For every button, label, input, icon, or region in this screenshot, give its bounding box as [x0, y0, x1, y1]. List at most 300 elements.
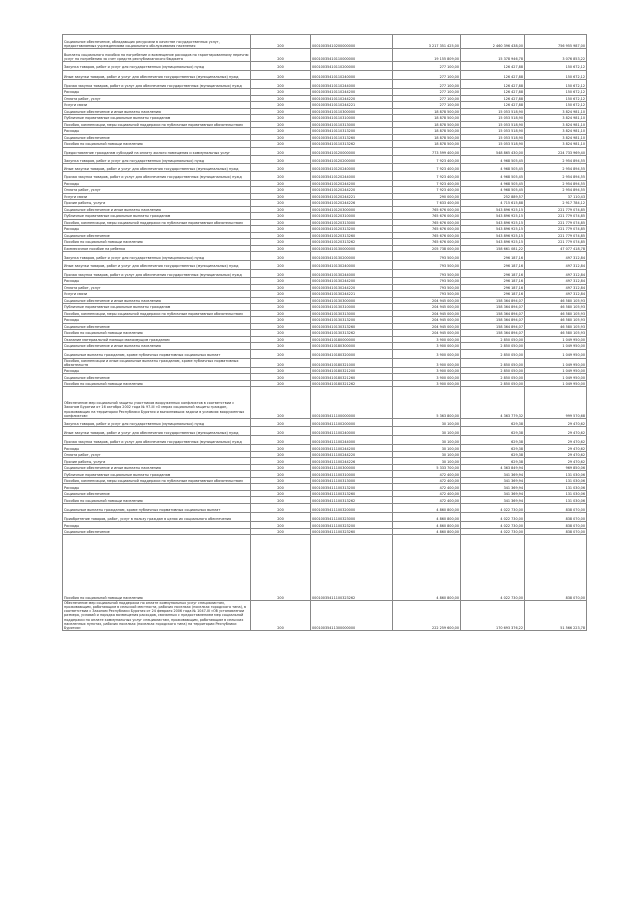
table-row: [63, 172, 587, 181]
table-row: [63, 304, 587, 311]
cell-approved: [393, 252, 461, 261]
cell-text: 00010035410110200000: [312, 65, 356, 70]
table-row: [63, 387, 587, 419]
cell-text: Расходы: [64, 446, 80, 451]
cell-executed: [461, 535, 525, 601]
cell-text: Расходы: [64, 181, 80, 186]
cell-text: 00010035410130244000: [312, 272, 356, 277]
cell-text: 3 824 981,10: [562, 116, 585, 121]
cell-text: 46 580 105,93: [560, 331, 585, 336]
cell-text: 15 378 946,78: [498, 56, 523, 61]
cell-text: Прочие работы, услуги: [64, 459, 106, 464]
cell-executed: [461, 512, 525, 522]
cell-unexecuted: [525, 147, 587, 156]
table-row: [63, 535, 587, 601]
cell-kbk: [311, 147, 393, 156]
cell-text: 629,38: [511, 422, 523, 427]
table-row: [63, 156, 587, 164]
cell-text: 200: [277, 375, 284, 380]
cell-text: 629,38: [511, 453, 523, 458]
cell-text: Социальное обеспечение: [64, 530, 110, 535]
cell-text: 200: [277, 331, 284, 336]
cell-text: 629,38: [511, 431, 523, 436]
table-row: [63, 427, 587, 436]
cell-text: 00010035410120244220: [312, 188, 356, 193]
cell-text: 2 850 050,00: [500, 375, 523, 380]
cell-description: [63, 387, 251, 419]
cell-text: 131 030,06: [565, 492, 585, 497]
cell-text: Социальные выплаты гражданам, кроме публичных нормативных социальных выплат: [64, 353, 221, 358]
cell-text: 4 968 505,45: [500, 166, 523, 171]
cell-text: 200: [277, 324, 284, 329]
cell-text: Закупка товаров, работ и услуг для государственных (муниципальных) нужд: [64, 65, 205, 70]
cell-unexecuted: [525, 252, 587, 261]
cell-text: Оплата работ, услуг: [64, 453, 101, 458]
cell-text: 296 187,16: [503, 264, 523, 269]
cell-text: 204 945 000,00: [432, 318, 459, 323]
cell-executed: [461, 427, 525, 436]
cell-description: [63, 436, 251, 445]
cell-text: 15 053 518,90: [498, 122, 523, 127]
cell-text: 200: [277, 122, 284, 127]
cell-text: 4 363 849,94: [500, 466, 523, 471]
cell-executed: [461, 503, 525, 512]
cell-text: 00010035410120313260: [312, 233, 356, 238]
cell-text: 3 900 000,00: [436, 344, 459, 349]
cell-text: 00010035411100300000: [312, 466, 356, 471]
cell-text: 200: [277, 227, 284, 232]
cell-text: 150 672,12: [565, 90, 585, 95]
cell-code: [251, 512, 311, 522]
cell-text: Выплаты социального пособия на погребение и возмещение расходов по гарантированному перечню услуг по погребению за счет средств республиканского бюджета: [64, 52, 249, 61]
cell-text: 773 599 400,00: [432, 150, 459, 155]
cell-approved: [393, 601, 461, 631]
cell-text: 00010035411300000000: [312, 625, 356, 630]
cell-text: 7 923 400,00: [436, 175, 459, 180]
cell-text: 30 100,00: [441, 453, 459, 458]
cell-executed: [461, 387, 525, 419]
cell-text: 497 312,84: [565, 285, 585, 290]
cell-text: 30 100,00: [441, 440, 459, 445]
cell-text: 200: [277, 272, 284, 277]
cell-text: 4 022 730,00: [500, 530, 523, 535]
cell-text: 200: [277, 318, 284, 323]
cell-text: 4 363 779,32: [500, 413, 523, 418]
cell-text: 200: [277, 431, 284, 436]
cell-text: 200: [277, 311, 284, 316]
cell-text: 158 364 894,07: [496, 318, 523, 323]
cell-text: 200: [277, 220, 284, 225]
table-row: [63, 35, 587, 49]
cell-text: 200: [277, 129, 284, 134]
cell-text: Оказание материальной помощи малоимущим гражданам: [64, 337, 170, 342]
cell-description: [63, 269, 251, 278]
cell-text: 221 779 074,85: [558, 220, 585, 225]
cell-code: [251, 70, 311, 80]
cell-text: Иные закупки товаров, работ и услуг для обеспечения государственных (муниципальных) нужд: [64, 74, 239, 79]
cell-text: Закупка товаров, работ и услуг для государственных (муниципальных) нужд: [64, 158, 205, 163]
cell-text: 765 676 000,00: [432, 220, 459, 225]
cell-text: 00010035410130313262: [312, 331, 356, 336]
cell-code: [251, 252, 311, 261]
cell-text: 472 400,00: [439, 479, 459, 484]
table-row: [63, 310, 587, 317]
cell-text: Расходы: [64, 90, 80, 95]
cell-text: 200: [277, 103, 284, 108]
cell-text: 00010035410110313260: [312, 135, 356, 140]
cell-text: 00010035411100000000: [312, 413, 356, 418]
table-row: [63, 336, 587, 343]
table-row: [63, 121, 587, 128]
cell-code: [251, 35, 311, 49]
cell-text: Прочая закупка товаров, работ и услуг для обеспечения государственных (муниципальных) нужд: [64, 440, 242, 445]
cell-text: 2 917 784,12: [562, 201, 585, 206]
cell-text: 200: [277, 459, 284, 464]
cell-text: 200: [277, 279, 284, 284]
cell-text: Расходы: [64, 129, 80, 134]
cell-text: Пособия по социальной помощи населению: [64, 331, 143, 336]
cell-text: 277 100,00: [439, 83, 459, 88]
cell-executed: [461, 418, 525, 427]
cell-text: 00010035410110244200: [312, 90, 356, 95]
cell-code: [251, 358, 311, 367]
cell-text: 543 896 925,15: [496, 207, 523, 212]
cell-text: 3 900 000,00: [436, 375, 459, 380]
cell-text: 222 259 600,00: [432, 625, 459, 630]
cell-text: 5 333 700,00: [436, 466, 459, 471]
table-row: [63, 512, 587, 522]
cell-unexecuted: [525, 172, 587, 181]
cell-description: [63, 35, 251, 49]
cell-approved: [393, 418, 461, 427]
cell-text: 00010035410110240000: [312, 74, 356, 79]
cell-executed: [461, 349, 525, 358]
cell-text: 150 672,12: [565, 83, 585, 88]
cell-text: 7 923 400,00: [436, 181, 459, 186]
cell-text: 18 878 500,00: [434, 116, 459, 121]
cell-text: 00010035410120244226: [312, 201, 356, 206]
cell-approved: [393, 358, 461, 367]
cell-text: Расходы: [64, 523, 80, 528]
table-row: [63, 141, 587, 148]
cell-description: [63, 503, 251, 512]
cell-text: 7 923 400,00: [436, 166, 459, 171]
cell-approved: [393, 35, 461, 49]
cell-text: 548 865 430,00: [496, 150, 523, 155]
cell-text: 200: [277, 440, 284, 445]
cell-executed: [461, 156, 525, 164]
cell-text: 4 022 730,00: [500, 523, 523, 528]
cell-executed: [461, 70, 525, 80]
cell-text: 200: [277, 507, 284, 512]
cell-description: [63, 418, 251, 427]
cell-text: 341 369,94: [503, 492, 523, 497]
cell-text: 1 049 950,00: [562, 344, 585, 349]
cell-text: 1 049 950,00: [562, 375, 585, 380]
cell-text: 204 945 000,00: [432, 311, 459, 316]
table-row: [63, 108, 587, 115]
cell-text: 296 187,16: [503, 285, 523, 290]
cell-text: 00010035411100323262: [312, 596, 356, 601]
cell-text: 793 500,00: [439, 264, 459, 269]
cell-unexecuted: [525, 80, 587, 89]
cell-executed: [461, 164, 525, 172]
cell-text: 793 500,00: [439, 279, 459, 284]
cell-text: 00010035411100244200: [312, 446, 356, 451]
cell-text: 158 364 894,07: [496, 305, 523, 310]
table-row: [63, 261, 587, 270]
cell-text: Оплата работ, услуг: [64, 285, 101, 290]
cell-text: 290 000,00: [439, 194, 459, 199]
cell-text: 200: [277, 264, 284, 269]
cell-kbk: [311, 70, 393, 80]
cell-text: 543 896 925,15: [496, 227, 523, 232]
cell-text: 00010035410110310000: [312, 116, 356, 121]
cell-executed: [461, 62, 525, 71]
cell-text: 838 070,00: [565, 507, 585, 512]
cell-text: 999 570,68: [565, 413, 585, 418]
cell-text: 2 850 050,00: [500, 344, 523, 349]
cell-text: 1 049 950,00: [562, 382, 585, 387]
cell-text: 200: [277, 446, 284, 451]
cell-text: 00010035410180321260: [312, 375, 356, 380]
cell-description: [63, 358, 251, 367]
cell-text: 3 900 000,00: [436, 353, 459, 358]
cell-code: [251, 503, 311, 512]
cell-text: 200: [277, 188, 284, 193]
cell-text: 2 850 050,00: [500, 337, 523, 342]
cell-text: 00010035410120000000: [312, 150, 356, 155]
cell-text: Обеспечение мер социальной поддержки по оплате коммунальных услуг специалистам, проживающим, работающим в сельской местности, рабочих поселках (поселках городского типа), в соответствии с Законом Республики Бурятия от 24 февраля 2006 года № 1047-III «Об установлении размера, условий и порядка возмещения расходов, связанных с предоставлением мер социальной поддержки по оплате коммунальных услуг специалистам, проживающим, работающим в сельских населенных пунктах, рабочих поселках (поселках городского типа) на территории Республики Бурятия»: [64, 601, 247, 630]
cell-text: 51 566 223,78: [560, 625, 585, 630]
cell-text: Пособия по социальной помощи населению: [64, 240, 143, 245]
cell-text: 47 077 418,78: [560, 246, 585, 251]
cell-text: 497 312,84: [565, 279, 585, 284]
cell-text: Публичные нормативные социальные выплаты гражданам: [64, 116, 171, 121]
cell-description: [63, 121, 251, 128]
cell-text: 200: [277, 530, 284, 535]
table-row: [63, 49, 587, 62]
cell-text: Пособия по социальной помощи населению: [64, 498, 143, 503]
cell-text: 4 860 800,00: [436, 530, 459, 535]
cell-text: 200: [277, 596, 284, 601]
cell-unexecuted: [525, 436, 587, 445]
cell-text: Предоставление гражданам субсидий на оплату жилого помещения и коммунальных услуг: [64, 150, 231, 155]
cell-description: [63, 252, 251, 261]
table-row: [63, 252, 587, 261]
cell-text: 200: [277, 382, 284, 387]
cell-executed: [461, 436, 525, 445]
cell-text: 18 878 500,00: [434, 122, 459, 127]
table-row: [63, 464, 587, 471]
cell-text: 221 779 074,85: [558, 214, 585, 219]
cell-text: 00010035410120313200: [312, 227, 356, 232]
cell-kbk: [311, 601, 393, 631]
cell-text: 2 954 894,55: [562, 181, 585, 186]
cell-text: 765 676 000,00: [432, 227, 459, 232]
cell-text: 00010035410130244200: [312, 279, 356, 284]
cell-text: 4 860 800,00: [436, 517, 459, 522]
cell-code: [251, 62, 311, 71]
cell-text: 200: [277, 492, 284, 497]
cell-text: 00010035410120240000: [312, 166, 356, 171]
cell-text: 4 022 730,00: [500, 507, 523, 512]
cell-text: 252 889,57: [503, 194, 523, 199]
cell-text: 200: [277, 194, 284, 199]
cell-text: 200: [277, 466, 284, 471]
cell-text: 131 030,06: [565, 472, 585, 477]
cell-text: 00010035410120244200: [312, 181, 356, 186]
cell-text: 00010035410180321000: [312, 362, 356, 367]
cell-executed: [461, 147, 525, 156]
cell-text: 472 400,00: [439, 472, 459, 477]
cell-text: 3 900 000,00: [436, 337, 459, 342]
cell-text: 200: [277, 158, 284, 163]
cell-text: 00010035411100313260: [312, 492, 356, 497]
cell-description: [63, 310, 251, 317]
cell-approved: [393, 535, 461, 601]
cell-text: 00010035411100310000: [312, 472, 356, 477]
cell-text: Оплата работ, услуг: [64, 188, 101, 193]
cell-text: 472 400,00: [439, 485, 459, 490]
cell-approved: [393, 269, 461, 278]
cell-text: 00010035411100313000: [312, 479, 356, 484]
cell-text: Услуги связи: [64, 194, 88, 199]
cell-text: Социальное обеспечение: [64, 233, 110, 238]
cell-text: 46 580 105,93: [560, 324, 585, 329]
cell-text: 158 364 894,07: [496, 324, 523, 329]
cell-text: Услуги связи: [64, 292, 88, 297]
cell-text: Закупка товаров, работ и услуг для государственных (муниципальных) нужд: [64, 422, 205, 427]
cell-text: 2 954 894,55: [562, 166, 585, 171]
cell-text: 19 155 809,00: [434, 56, 459, 61]
cell-text: 15 053 518,90: [498, 129, 523, 134]
cell-text: Социальное обеспечение: [64, 492, 110, 497]
cell-text: Пособия, компенсации, меры социальной поддержки по публичным нормативным обязательствам: [64, 122, 243, 127]
cell-kbk: [311, 358, 393, 367]
cell-text: 00010035410120313262: [312, 240, 356, 245]
cell-text: 629,38: [511, 440, 523, 445]
table-row: [63, 330, 587, 337]
cell-text: 200: [277, 109, 284, 114]
cell-executed: [461, 80, 525, 89]
cell-text: 00010035411100244220: [312, 453, 356, 458]
cell-text: 472 400,00: [439, 492, 459, 497]
cell-text: 204 945 000,00: [432, 324, 459, 329]
cell-unexecuted: [525, 62, 587, 71]
cell-text: Пособия по социальной помощи населению: [64, 142, 143, 147]
cell-text: 3 824 981,10: [562, 122, 585, 127]
cell-text: 00010035410110244221: [312, 103, 356, 108]
cell-code: [251, 156, 311, 164]
cell-description: [63, 477, 251, 484]
cell-unexecuted: [525, 70, 587, 80]
cell-text: 756 955 987,00: [558, 43, 585, 48]
cell-text: 543 896 925,15: [496, 214, 523, 219]
cell-approved: [393, 349, 461, 358]
cell-text: 200: [277, 83, 284, 88]
cell-text: 200: [277, 413, 284, 418]
cell-text: Социальное обеспечение: [64, 135, 110, 140]
cell-kbk: [311, 172, 393, 181]
cell-text: Социальное обеспечение и иные выплаты населению: [64, 109, 161, 114]
cell-text: 3 900 000,00: [436, 362, 459, 367]
cell-text: 46 580 105,93: [560, 305, 585, 310]
cell-text: 131 030,06: [565, 485, 585, 490]
cell-executed: [461, 35, 525, 49]
cell-text: 00010035411100240000: [312, 431, 356, 436]
cell-text: 15 053 518,90: [498, 142, 523, 147]
table-row: [63, 213, 587, 220]
cell-text: 277 100,00: [439, 90, 459, 95]
cell-text: 00010035410180300000: [312, 344, 356, 349]
cell-text: 30 100,00: [441, 446, 459, 451]
cell-executed: [461, 269, 525, 278]
cell-text: 221 779 074,85: [558, 207, 585, 212]
cell-text: 150 672,12: [565, 74, 585, 79]
cell-code: [251, 164, 311, 172]
cell-code: [251, 147, 311, 156]
cell-text: 200: [277, 233, 284, 238]
cell-kbk: [311, 164, 393, 172]
cell-text: 497 312,84: [565, 255, 585, 260]
cell-text: Расходы: [64, 227, 80, 232]
cell-unexecuted: [525, 387, 587, 419]
cell-text: 277 100,00: [439, 103, 459, 108]
cell-text: 18 878 500,00: [434, 129, 459, 134]
table-row: [63, 70, 587, 80]
cell-text: 200: [277, 305, 284, 310]
cell-text: 4 968 505,45: [500, 188, 523, 193]
cell-executed: [461, 601, 525, 631]
table-row: [63, 418, 587, 427]
cell-text: 7 923 400,00: [436, 158, 459, 163]
cell-text: 29 470,62: [567, 431, 585, 436]
cell-text: 4 968 505,45: [500, 181, 523, 186]
cell-text: 341 369,94: [503, 485, 523, 490]
cell-text: 4 022 730,00: [500, 517, 523, 522]
cell-approved: [393, 387, 461, 419]
cell-text: 00010035410130200000: [312, 255, 356, 260]
cell-text: 3 900 000,00: [436, 369, 459, 374]
cell-text: 00010035410110313200: [312, 129, 356, 134]
cell-text: Услуги связи: [64, 103, 88, 108]
cell-text: 29 470,62: [567, 459, 585, 464]
cell-text: 150 672,12: [565, 65, 585, 70]
cell-kbk: [311, 387, 393, 419]
cell-text: 00010035410130313200: [312, 318, 356, 323]
cell-text: 30 100,00: [441, 431, 459, 436]
cell-kbk: [311, 35, 393, 49]
cell-description: [63, 349, 251, 358]
cell-text: 00010035410120244221: [312, 194, 356, 199]
cell-text: 00010035410180321262: [312, 382, 356, 387]
cell-description: [63, 427, 251, 436]
cell-text: 200: [277, 175, 284, 180]
cell-unexecuted: [525, 49, 587, 62]
cell-text: 200: [277, 498, 284, 503]
cell-text: 200: [277, 96, 284, 101]
cell-text: 2 850 050,00: [500, 353, 523, 358]
cell-text: 969 850,06: [565, 466, 585, 471]
cell-text: 2 850 050,00: [500, 382, 523, 387]
cell-text: 00010035410110313000: [312, 122, 356, 127]
table-row: [63, 219, 587, 226]
cell-text: 30 100,00: [441, 459, 459, 464]
cell-text: 200: [277, 246, 284, 251]
cell-text: 5 363 800,00: [436, 413, 459, 418]
cell-text: 2 954 894,55: [562, 188, 585, 193]
